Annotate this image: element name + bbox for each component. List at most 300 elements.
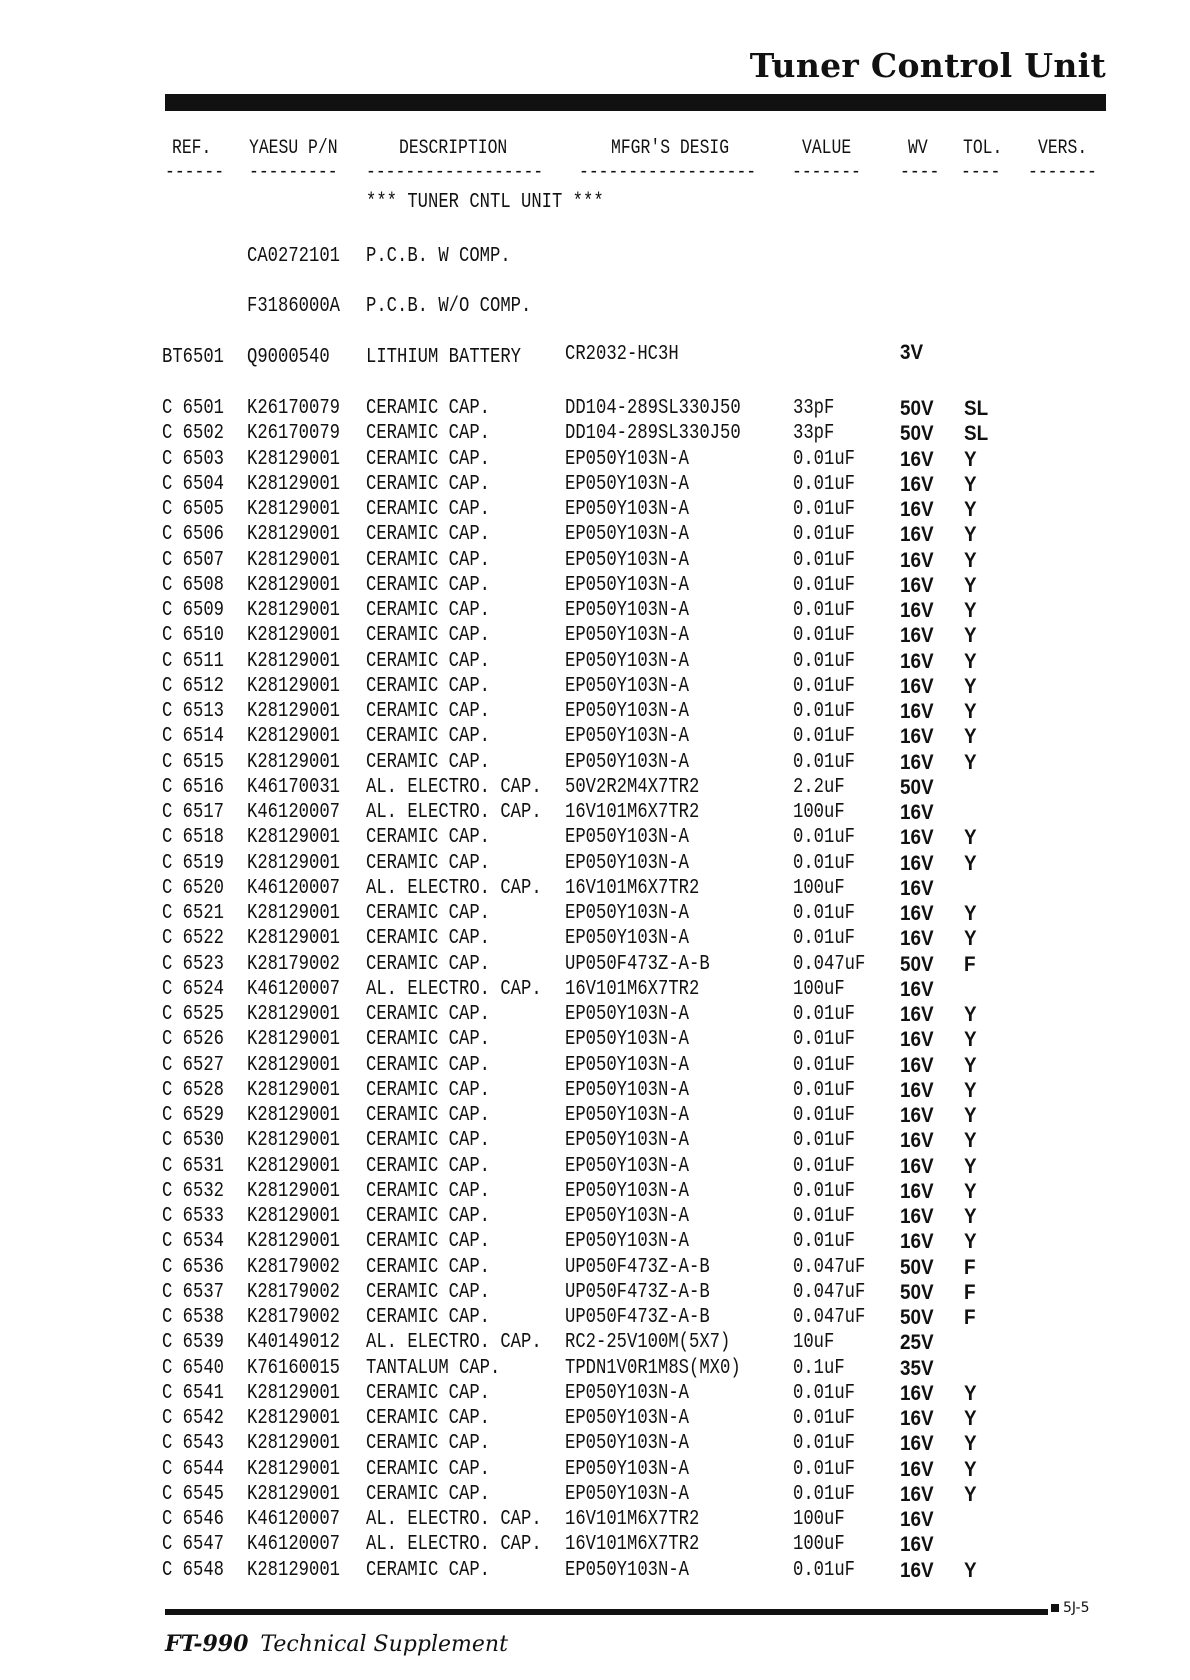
- battery-wv: 3V: [900, 341, 924, 364]
- cell-tol: F: [964, 1255, 976, 1279]
- cell-wv: 16V: [900, 1028, 934, 1052]
- cell-mfgr: 16V101M6X7TR2: [565, 801, 700, 824]
- cell-mfgr: EP050Y103N-A: [565, 548, 690, 572]
- cell-pn: K28129001: [247, 548, 341, 572]
- cell-desc: CERAMIC CAP.: [366, 1129, 491, 1153]
- cell-pn: K28129001: [247, 1154, 341, 1178]
- cell-tol: Y: [964, 649, 977, 673]
- cell-wv: 16V: [900, 1205, 934, 1228]
- cell-ref: C 6503: [162, 447, 225, 471]
- cell-mfgr: EP050Y103N-A: [565, 1205, 690, 1228]
- cell-mfgr: EP050Y103N-A: [565, 472, 690, 496]
- cell-mfgr: EP050Y103N-A: [565, 649, 690, 673]
- table-row: [0, 1002, 1190, 1027]
- cell-pn: K26170079: [247, 397, 341, 420]
- cell-tol: Y: [964, 472, 977, 496]
- cell-mfgr: EP050Y103N-A: [565, 1129, 690, 1153]
- cell-mfgr: DD104-289SL330J50: [565, 397, 741, 420]
- cell-mfgr: EP050Y103N-A: [565, 1457, 690, 1481]
- cell-ref: C 6538: [162, 1306, 225, 1329]
- cell-desc: AL. ELECTRO. CAP.: [366, 977, 542, 1001]
- header-tol: TOL.: [963, 137, 1003, 160]
- cell-tol: Y: [964, 674, 977, 698]
- battery-desc: LITHIUM BATTERY: [366, 346, 522, 369]
- dash-part-number: ---------: [249, 161, 338, 184]
- cell-pn: K28129001: [247, 498, 341, 521]
- cell-ref: C 6507: [162, 548, 225, 572]
- footer-model: FT-990: [165, 1631, 249, 1657]
- cell-desc: CERAMIC CAP.: [366, 1407, 491, 1430]
- cell-desc: CERAMIC CAP.: [366, 397, 491, 420]
- table-row: [0, 623, 1190, 648]
- cell-wv: 16V: [900, 902, 934, 925]
- cell-ref: C 6545: [162, 1482, 225, 1506]
- cell-desc: AL. ELECTRO. CAP.: [366, 801, 542, 824]
- cell-wv: 16V: [900, 573, 934, 597]
- cell-pn: K28129001: [247, 902, 341, 925]
- cell-tol: Y: [964, 1003, 977, 1026]
- cell-pn: K28129001: [247, 1482, 341, 1506]
- footer-doc: Technical Supplement: [260, 1632, 508, 1657]
- cell-ref: C 6529: [162, 1104, 225, 1127]
- cell-wv: 16V: [900, 801, 934, 824]
- cell-ref: C 6532: [162, 1179, 225, 1203]
- cell-value: 0.01uF: [793, 649, 856, 673]
- battery-pn: Q9000540: [247, 346, 330, 369]
- cell-pn: K28129001: [247, 674, 341, 698]
- table-row: [0, 1532, 1190, 1557]
- cell-desc: CERAMIC CAP.: [366, 1003, 491, 1026]
- cell-ref: C 6514: [162, 725, 225, 749]
- cell-desc: AL. ELECTRO. CAP.: [366, 1533, 542, 1557]
- cell-desc: CERAMIC CAP.: [366, 573, 491, 597]
- cell-wv: 16V: [900, 851, 934, 875]
- cell-tol: Y: [964, 1381, 977, 1405]
- cell-wv: 16V: [900, 876, 934, 900]
- cell-desc: AL. ELECTRO. CAP.: [366, 876, 542, 900]
- cell-ref: C 6516: [162, 775, 225, 799]
- header-value: VALUE: [802, 137, 852, 160]
- table-row: [0, 699, 1190, 724]
- cell-desc: CERAMIC CAP.: [366, 1381, 491, 1405]
- cell-tol: Y: [964, 927, 977, 951]
- table-row: [0, 447, 1190, 472]
- cell-value: 100uF: [793, 977, 845, 1001]
- cell-ref: C 6530: [162, 1129, 225, 1153]
- cell-mfgr: EP050Y103N-A: [565, 1053, 690, 1077]
- cell-value: 0.01uF: [793, 902, 856, 925]
- cell-pn: K28129001: [247, 573, 341, 597]
- table-row: [0, 1154, 1190, 1179]
- cell-ref: C 6524: [162, 977, 225, 1001]
- cell-mfgr: EP050Y103N-A: [565, 447, 690, 471]
- cell-tol: Y: [964, 447, 977, 471]
- cell-wv: 16V: [900, 624, 934, 648]
- cell-wv: 16V: [900, 447, 934, 471]
- cell-mfgr: 50V2R2M4X7TR2: [565, 775, 700, 799]
- cell-ref: C 6517: [162, 801, 225, 824]
- cell-desc: CERAMIC CAP.: [366, 1104, 491, 1127]
- header-wv: WV: [908, 137, 928, 160]
- cell-mfgr: EP050Y103N-A: [565, 927, 690, 951]
- cell-desc: CERAMIC CAP.: [366, 422, 491, 446]
- cell-wv: 16V: [900, 523, 934, 547]
- cell-wv: 16V: [900, 1457, 934, 1481]
- cell-tol: Y: [964, 1432, 977, 1456]
- cell-wv: 16V: [900, 725, 934, 749]
- cell-value: 0.01uF: [793, 1028, 856, 1052]
- cell-desc: CERAMIC CAP.: [366, 1028, 491, 1052]
- cell-desc: CERAMIC CAP.: [366, 1179, 491, 1203]
- cell-desc: CERAMIC CAP.: [366, 700, 491, 723]
- cell-desc: CERAMIC CAP.: [366, 1558, 491, 1582]
- cell-pn: K28129001: [247, 1104, 341, 1127]
- cell-wv: 16V: [900, 1003, 934, 1026]
- cell-wv: 35V: [900, 1356, 934, 1380]
- cell-value: 0.01uF: [793, 927, 856, 951]
- cell-desc: CERAMIC CAP.: [366, 1154, 491, 1178]
- cell-pn: K28129001: [247, 1381, 341, 1405]
- cell-ref: C 6523: [162, 952, 225, 976]
- cell-pn: K28129001: [247, 851, 341, 875]
- cell-ref: C 6547: [162, 1533, 225, 1557]
- cell-mfgr: EP050Y103N-A: [565, 902, 690, 925]
- cell-pn: K28179002: [247, 952, 341, 976]
- cell-value: 0.01uF: [793, 1558, 856, 1582]
- cell-value: 100uF: [793, 1508, 845, 1531]
- cell-ref: C 6531: [162, 1154, 225, 1178]
- cell-mfgr: EP050Y103N-A: [565, 1179, 690, 1203]
- table-row: [0, 1204, 1190, 1229]
- table-row: [0, 1103, 1190, 1128]
- header-ref: REF.: [172, 137, 212, 160]
- cell-desc: CERAMIC CAP.: [366, 1306, 491, 1329]
- cell-ref: C 6508: [162, 573, 225, 597]
- cell-value: 0.01uF: [793, 1003, 856, 1026]
- cell-tol: Y: [964, 1154, 977, 1178]
- cell-value: 0.01uF: [793, 573, 856, 597]
- cell-desc: CERAMIC CAP.: [366, 548, 491, 572]
- cell-ref: C 6520: [162, 876, 225, 900]
- dash-mfgr-desig: ------------------: [579, 161, 757, 184]
- cell-wv: 50V: [900, 775, 934, 799]
- cell-ref: C 6504: [162, 472, 225, 496]
- dash-tol: ----: [961, 161, 1001, 184]
- cell-desc: CERAMIC CAP.: [366, 1457, 491, 1481]
- cell-desc: AL. ELECTRO. CAP.: [366, 1508, 542, 1531]
- cell-mfgr: EP050Y103N-A: [565, 573, 690, 597]
- top-rule: [165, 94, 1106, 111]
- cell-ref: C 6534: [162, 1230, 225, 1254]
- cell-desc: CERAMIC CAP.: [366, 851, 491, 875]
- cell-ref: C 6540: [162, 1356, 225, 1380]
- header-vers: VERS.: [1038, 137, 1088, 160]
- cell-value: 2.2uF: [793, 775, 845, 799]
- cell-value: 0.01uF: [793, 548, 856, 572]
- cell-wv: 16V: [900, 1179, 934, 1203]
- cell-wv: 16V: [900, 1508, 934, 1531]
- table-row: [0, 1406, 1190, 1431]
- cell-desc: TANTALUM CAP.: [366, 1356, 501, 1380]
- cell-mfgr: UP050F473Z-A-B: [565, 952, 710, 976]
- cell-mfgr: UP050F473Z-A-B: [565, 1306, 710, 1329]
- cell-value: 0.047uF: [793, 952, 866, 976]
- table-row: [0, 851, 1190, 876]
- table-row: [0, 1078, 1190, 1103]
- cell-mfgr: EP050Y103N-A: [565, 1558, 690, 1582]
- cell-value: 33pF: [793, 397, 835, 420]
- cell-ref: C 6519: [162, 851, 225, 875]
- cell-tol: Y: [964, 750, 977, 774]
- cell-value: 0.01uF: [793, 1381, 856, 1405]
- cell-tol: Y: [964, 1482, 977, 1506]
- cell-mfgr: EP050Y103N-A: [565, 1028, 690, 1052]
- cell-desc: CERAMIC CAP.: [366, 498, 491, 521]
- table-row: [0, 1179, 1190, 1204]
- cell-ref: C 6543: [162, 1432, 225, 1456]
- table-row: [0, 775, 1190, 800]
- cell-pn: K28179002: [247, 1255, 341, 1279]
- cell-tol: Y: [964, 700, 977, 723]
- cell-mfgr: UP050F473Z-A-B: [565, 1255, 710, 1279]
- cell-tol: F: [964, 952, 976, 976]
- cell-pn: K26170079: [247, 422, 341, 446]
- cell-ref: C 6518: [162, 826, 225, 850]
- cell-pn: K28129001: [247, 1407, 341, 1430]
- cell-value: 0.047uF: [793, 1306, 866, 1329]
- table-row: [0, 497, 1190, 522]
- cell-value: 0.01uF: [793, 1230, 856, 1254]
- cell-tol: F: [964, 1280, 976, 1304]
- cell-desc: CERAMIC CAP.: [366, 826, 491, 850]
- page-number-text: 5J-5: [1063, 1600, 1090, 1616]
- cell-pn: K28129001: [247, 700, 341, 723]
- dash-description: ------------------: [366, 161, 544, 184]
- cell-wv: 50V: [900, 397, 934, 420]
- table-row: [0, 1381, 1190, 1406]
- cell-value: 0.01uF: [793, 725, 856, 749]
- cell-ref: C 6526: [162, 1028, 225, 1052]
- cell-wv: 16V: [900, 1432, 934, 1456]
- cell-mfgr: EP050Y103N-A: [565, 700, 690, 723]
- cell-pn: K28129001: [247, 523, 341, 547]
- cell-desc: CERAMIC CAP.: [366, 674, 491, 698]
- cell-tol: Y: [964, 1407, 977, 1430]
- cell-desc: CERAMIC CAP.: [366, 725, 491, 749]
- cell-tol: Y: [964, 573, 977, 597]
- battery-ref: BT6501: [162, 346, 225, 369]
- cell-ref: C 6525: [162, 1003, 225, 1026]
- cell-pn: K28129001: [247, 1053, 341, 1077]
- table-row: [0, 750, 1190, 775]
- cell-desc: CERAMIC CAP.: [366, 1230, 491, 1254]
- section-heading: *** TUNER CNTL UNIT ***: [366, 191, 604, 214]
- table-row: [0, 421, 1190, 446]
- cell-pn: K28129001: [247, 1230, 341, 1254]
- cell-pn: K46120007: [247, 801, 341, 824]
- cell-wv: 16V: [900, 1533, 934, 1557]
- cell-mfgr: EP050Y103N-A: [565, 523, 690, 547]
- cell-wv: 16V: [900, 700, 934, 723]
- cell-mfgr: EP050Y103N-A: [565, 1482, 690, 1506]
- cell-wv: 16V: [900, 472, 934, 496]
- cell-mfgr: EP050Y103N-A: [565, 725, 690, 749]
- cell-pn: K28129001: [247, 447, 341, 471]
- cell-wv: 16V: [900, 1381, 934, 1405]
- cell-ref: C 6512: [162, 674, 225, 698]
- cell-ref: C 6522: [162, 927, 225, 951]
- cell-wv: 50V: [900, 1280, 934, 1304]
- cell-mfgr: EP050Y103N-A: [565, 1381, 690, 1405]
- pcb-without-comp-pn: F3186000A: [247, 295, 341, 318]
- cell-pn: K28179002: [247, 1280, 341, 1304]
- cell-ref: C 6505: [162, 498, 225, 521]
- cell-desc: CERAMIC CAP.: [366, 1255, 491, 1279]
- cell-value: 0.01uF: [793, 523, 856, 547]
- cell-value: 0.01uF: [793, 599, 856, 622]
- cell-tol: Y: [964, 851, 977, 875]
- cell-tol: Y: [964, 1028, 977, 1052]
- cell-ref: C 6510: [162, 624, 225, 648]
- cell-value: 0.01uF: [793, 1104, 856, 1127]
- cell-ref: C 6542: [162, 1407, 225, 1430]
- cell-mfgr: EP050Y103N-A: [565, 826, 690, 850]
- cell-tol: Y: [964, 498, 977, 521]
- cell-wv: 50V: [900, 1306, 934, 1329]
- cell-value: 0.047uF: [793, 1255, 866, 1279]
- cell-ref: C 6544: [162, 1457, 225, 1481]
- table-row: [0, 1255, 1190, 1280]
- cell-value: 0.01uF: [793, 1179, 856, 1203]
- cell-wv: 16V: [900, 548, 934, 572]
- cell-ref: C 6506: [162, 523, 225, 547]
- cell-value: 0.01uF: [793, 1407, 856, 1430]
- table-row: [0, 1280, 1190, 1305]
- cell-value: 0.01uF: [793, 750, 856, 774]
- cell-value: 0.01uF: [793, 851, 856, 875]
- dash-ref: ------: [165, 161, 225, 184]
- cell-value: 0.01uF: [793, 624, 856, 648]
- cell-mfgr: EP050Y103N-A: [565, 1407, 690, 1430]
- cell-ref: C 6502: [162, 422, 225, 446]
- cell-pn: K28129001: [247, 1558, 341, 1582]
- cell-value: 0.1uF: [793, 1356, 845, 1380]
- table-row: [0, 1027, 1190, 1052]
- cell-mfgr: EP050Y103N-A: [565, 851, 690, 875]
- cell-mfgr: TPDN1V0R1M8S(MX0): [565, 1356, 741, 1380]
- cell-value: 0.01uF: [793, 1205, 856, 1228]
- cell-mfgr: EP050Y103N-A: [565, 1154, 690, 1178]
- cell-wv: 16V: [900, 977, 934, 1001]
- cell-wv: 16V: [900, 599, 934, 622]
- cell-mfgr: 16V101M6X7TR2: [565, 1508, 700, 1531]
- table-row: [0, 649, 1190, 674]
- cell-tol: Y: [964, 1129, 977, 1153]
- cell-pn: K46120007: [247, 876, 341, 900]
- cell-pn: K28129001: [247, 725, 341, 749]
- cell-pn: K46120007: [247, 1508, 341, 1531]
- table-row: [0, 1305, 1190, 1330]
- table-row: [0, 1558, 1190, 1583]
- cell-ref: C 6536: [162, 1255, 225, 1279]
- cell-value: 0.01uF: [793, 447, 856, 471]
- table-row: [0, 1507, 1190, 1532]
- cell-value: 0.01uF: [793, 1432, 856, 1456]
- cell-pn: K28129001: [247, 1432, 341, 1456]
- cell-wv: 16V: [900, 1053, 934, 1077]
- cell-ref: C 6501: [162, 397, 225, 420]
- cell-ref: C 6528: [162, 1078, 225, 1102]
- table-row: [0, 1229, 1190, 1254]
- cell-value: 33pF: [793, 422, 835, 446]
- cell-value: 10uF: [793, 1331, 835, 1355]
- cell-pn: K28129001: [247, 750, 341, 774]
- cell-value: 100uF: [793, 876, 845, 900]
- cell-pn: K28129001: [247, 1179, 341, 1203]
- cell-wv: 16V: [900, 1129, 934, 1153]
- dash-wv: ----: [900, 161, 940, 184]
- cell-value: 0.01uF: [793, 826, 856, 850]
- cell-pn: K46120007: [247, 977, 341, 1001]
- cell-tol: Y: [964, 1078, 977, 1102]
- cell-wv: 16V: [900, 927, 934, 951]
- cell-mfgr: EP050Y103N-A: [565, 750, 690, 774]
- table-row: [0, 1053, 1190, 1078]
- cell-ref: C 6509: [162, 599, 225, 622]
- cell-ref: C 6513: [162, 700, 225, 723]
- cell-pn: K28129001: [247, 826, 341, 850]
- table-row: [0, 901, 1190, 926]
- cell-mfgr: EP050Y103N-A: [565, 1432, 690, 1456]
- cell-pn: K76160015: [247, 1356, 341, 1380]
- cell-wv: 50V: [900, 952, 934, 976]
- cell-ref: C 6546: [162, 1508, 225, 1531]
- pcb-with-comp-pn: CA0272101: [247, 245, 341, 268]
- table-row: [0, 1128, 1190, 1153]
- cell-pn: K28129001: [247, 927, 341, 951]
- cell-value: 0.047uF: [793, 1280, 866, 1304]
- cell-tol: Y: [964, 1104, 977, 1127]
- cell-desc: CERAMIC CAP.: [366, 1432, 491, 1456]
- cell-mfgr: EP050Y103N-A: [565, 498, 690, 521]
- cell-tol: Y: [964, 548, 977, 572]
- cell-wv: 16V: [900, 1407, 934, 1430]
- table-row: [0, 977, 1190, 1002]
- cell-ref: C 6521: [162, 902, 225, 925]
- cell-ref: C 6511: [162, 649, 225, 673]
- cell-mfgr: 16V101M6X7TR2: [565, 876, 700, 900]
- footer: [165, 1631, 508, 1657]
- cell-mfgr: EP050Y103N-A: [565, 1003, 690, 1026]
- cell-pn: K28129001: [247, 599, 341, 622]
- cell-mfgr: EP050Y103N-A: [565, 1078, 690, 1102]
- cell-value: 0.01uF: [793, 1078, 856, 1102]
- cell-desc: CERAMIC CAP.: [366, 447, 491, 471]
- cell-pn: K28179002: [247, 1306, 341, 1329]
- cell-ref: C 6548: [162, 1558, 225, 1582]
- header-mfgr-desig: MFGR'S DESIG: [611, 137, 730, 160]
- cell-mfgr: EP050Y103N-A: [565, 599, 690, 622]
- cell-desc: CERAMIC CAP.: [366, 1053, 491, 1077]
- cell-tol: Y: [964, 523, 977, 547]
- cell-desc: CERAMIC CAP.: [366, 523, 491, 547]
- cell-desc: CERAMIC CAP.: [366, 1078, 491, 1102]
- cell-pn: K28129001: [247, 1028, 341, 1052]
- cell-desc: AL. ELECTRO. CAP.: [366, 1331, 542, 1355]
- cell-desc: CERAMIC CAP.: [366, 750, 491, 774]
- cell-mfgr: EP050Y103N-A: [565, 674, 690, 698]
- cell-mfgr: EP050Y103N-A: [565, 1104, 690, 1127]
